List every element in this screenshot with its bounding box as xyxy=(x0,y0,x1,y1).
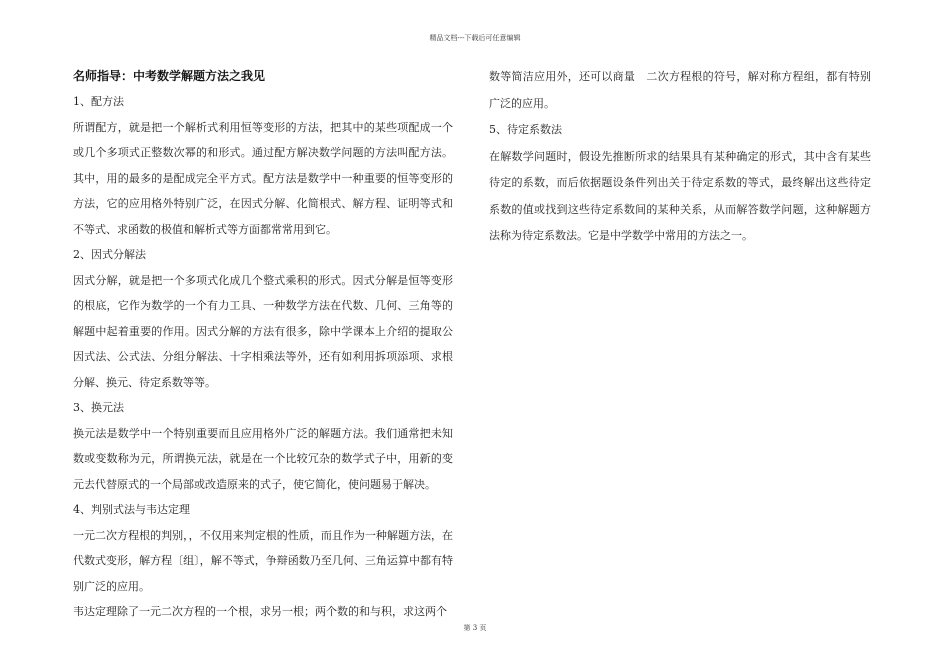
section-2-heading: 2、因式分解法 xyxy=(73,248,146,261)
page-number: 第 3 页 xyxy=(463,624,487,632)
section-3-body: 换元法是数学中一个特别重要而且应用格外广泛的解题方法。我们通常把未知数或变数称为元，所谓换元法，就是在一个比较冗杂的数学式子中，用新的变元去代替原式的一个局部或改造原来的式子，使它简化，使问题易于解决。 xyxy=(73,426,453,491)
left-column xyxy=(73,64,453,625)
section-1-heading: 1、配方法 xyxy=(73,95,124,108)
section-4-body: 一元二次方程根的判别，，不仅用来判定根的性质，而且作为一种解题方法，在代数式变形，解方程〔组〕，解不等式，争辩函数乃至几何、三角运算中都有特别广泛的应用。 xyxy=(73,528,453,593)
section-1-body: 所谓配方，就是把一个解析式利用恒等变形的方法，把其中的某些项配成一个或几个多项式正整数次幂的和形式。通过配方解决数学问题的方法叫配方法。其中，用的最多的是配成完全平方式。配方法是数学中一种重要的恒等变形的方法，它的应用格外特别广泛，在因式分解、化简根式、解方程、证明等式和不等式、求函数的极值和解析式等方面都常常用到它。 xyxy=(73,120,453,236)
page-header: 精品文档---下载后可任意编辑 xyxy=(429,34,521,42)
section-2-body: 因式分解，就是把一个多项式化成几个整式乘积的形式。因式分解是恒等变形的根底，它作为数学的一个有力工具、一种数学方法在代数、几何、三角等的解题中起着重要的作用。因式分解的方法有很多，除中学课本上介绍的提取公因式法、公式法、分组分解法、十字相乘法等外，还有如利用拆项添项、求根分解、换元、待定系数等等。 xyxy=(73,273,453,389)
section-5-heading: 5、待定系数法 xyxy=(489,123,562,136)
section-4-vieta-paragraph-end: 数等简洁应用外，还可以商量 二次方程根的符号，解对称方程组，都有特别广泛的应用。 xyxy=(489,70,871,110)
section-4-vieta-paragraph-start: 韦达定理除了一元二次方程的一个根，求另一根；两个数的和与积，求这两个 xyxy=(73,605,447,618)
section-4-heading: 4、判别式法与韦达定理 xyxy=(73,503,190,516)
right-column xyxy=(489,64,871,250)
document-title: 名师指导：中考数学解题方法之我见 xyxy=(73,69,266,83)
section-5-body: 在解数学问题时，假设先推断所求的结果具有某种确定的形式，其中含有某些待定的系数，而后依据题设条件列出关于待定系数的等式，最终解出这些待定系数的值或找到这些待定系数间的某种关系，从而解答数学问题，这种解题方法称为待定系数法。它是中学数学中常用的方法之一。 xyxy=(489,149,871,242)
section-3-heading: 3、换元法 xyxy=(73,401,124,414)
